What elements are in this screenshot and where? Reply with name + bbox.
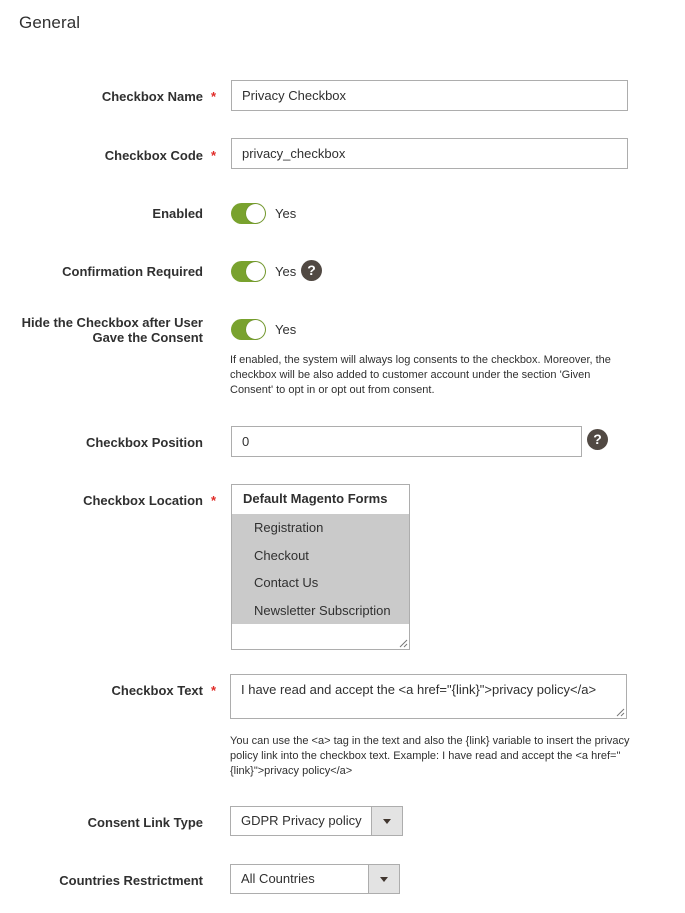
hide-checkbox-toggle-text: Yes [275,322,297,337]
consent-link-type-label: Consent Link Type [87,815,203,830]
hide-checkbox-note: If enabled, the system will always log consents to the checkbox. Moreover, the checkbox will be also added to customer account under the section 'Given Consent' to opt in or opt out from consent. [230,354,611,396]
countries-restriction-label: Countries Restrictment [59,873,203,888]
required-marker: * [211,148,217,163]
confirmation-required-label: Confirmation Required [62,264,203,279]
hide-checkbox-label: Hide the Checkbox after User Gave the Consent [21,315,203,345]
enabled-toggle-text: Yes [275,206,297,221]
checkbox-code-label: Checkbox Code [104,148,203,163]
checkbox-code-input[interactable]: privacy_checkbox [231,138,628,169]
countries-restriction-value: All Countries [241,871,315,886]
enabled-toggle[interactable] [231,203,266,224]
confirmation-required-toggle[interactable] [231,261,266,282]
optgroup-label: Default Magento Forms [243,491,388,506]
checkbox-position-input[interactable]: 0 [231,426,582,457]
required-marker: * [211,89,217,104]
resize-grip-icon[interactable] [399,639,408,648]
required-marker: * [211,493,217,508]
checkbox-text-note: You can use the <a> tag in the text and also the {link} variable to insert the privacy policy link into the checkbox text. Example: I have read and accept the <a href="{link}">privacy policy</a> [230,735,630,777]
confirmation-required-toggle-text: Yes [275,264,297,279]
checkbox-text-label: Checkbox Text [111,683,203,698]
consent-link-type-select[interactable] [230,806,403,836]
checkbox-location-label: Checkbox Location [83,493,203,508]
toggle-knob [246,262,265,281]
question-circle-icon[interactable]: ? [587,429,608,450]
section-title: General [19,13,81,32]
location-option-checkout[interactable]: Checkout [232,542,409,570]
chevron-down-icon [383,819,391,824]
chevron-down-icon [380,877,388,882]
resize-grip-icon[interactable] [616,708,625,717]
required-marker: * [211,683,217,698]
consent-link-type-value: GDPR Privacy policy [241,813,362,828]
location-option-contact-us[interactable]: Contact Us [232,569,409,597]
dropdown-button[interactable] [371,807,402,835]
hide-checkbox-toggle[interactable] [231,319,266,340]
checkbox-text-textarea[interactable] [230,674,627,719]
checkbox-location-multiselect[interactable] [231,484,410,650]
enabled-label: Enabled [152,206,203,221]
countries-restriction-select[interactable] [230,864,400,894]
checkbox-position-label: Checkbox Position [85,435,203,450]
question-circle-icon[interactable]: ? [301,260,322,281]
checkbox-text-value: I have read and accept the <a href="{link}">privacy policy</a> [241,682,597,697]
toggle-knob [246,204,265,223]
toggle-knob [246,320,265,339]
checkbox-name-input[interactable]: Privacy Checkbox [231,80,628,111]
location-option-newsletter[interactable]: Newsletter Subscription [232,597,409,625]
dropdown-button[interactable] [368,865,399,893]
location-option-registration[interactable]: Registration [232,514,409,542]
checkbox-name-label: Checkbox Name [101,89,203,104]
